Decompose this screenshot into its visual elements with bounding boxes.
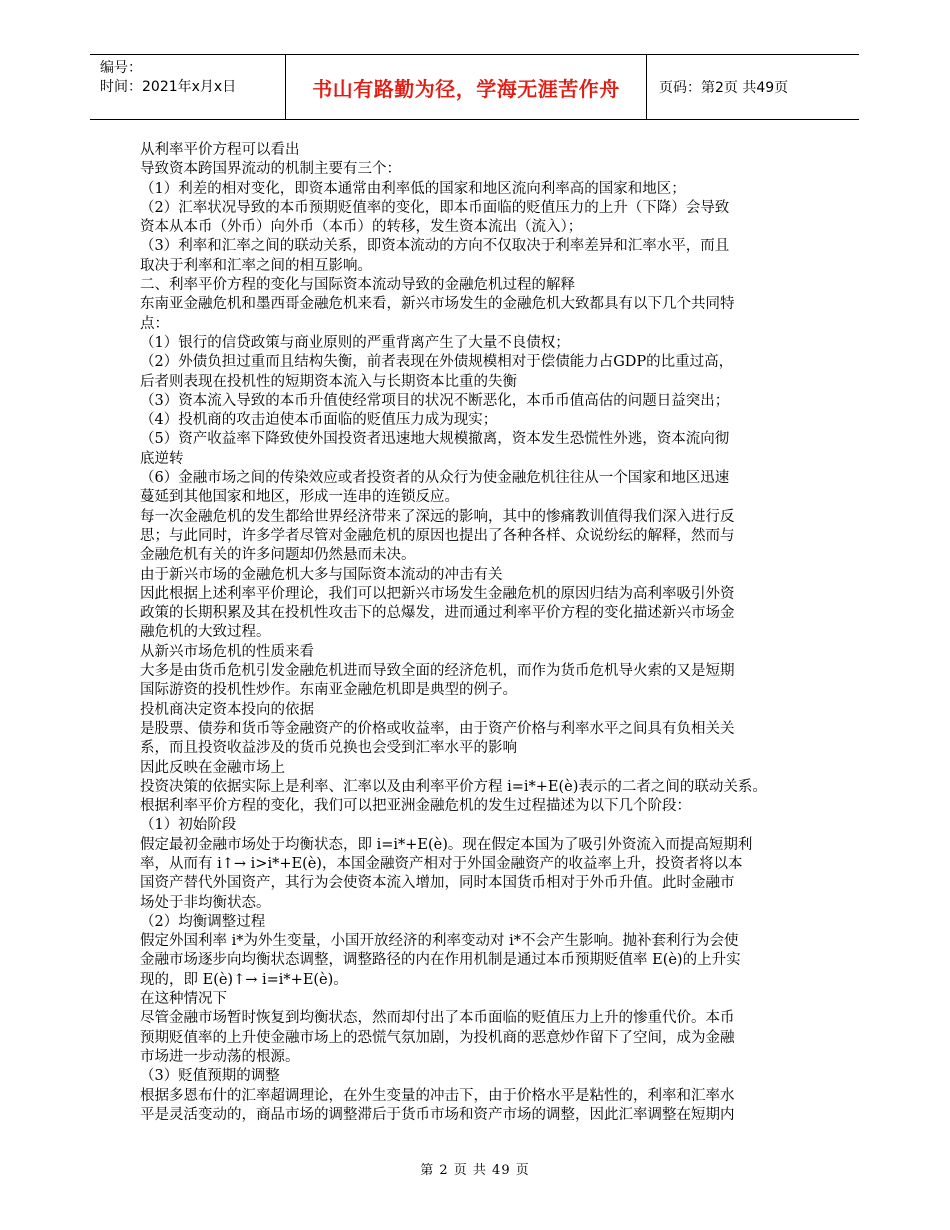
body-line: 后者则表现在投机性的短期资本流入与长期资本比重的失衡 [140,373,517,390]
body-line: 因此根据上述利率平价理论，我们可以把新兴市场发生金融危机的原因归结为高利率吸引外资 [140,585,735,602]
body-line: 底逆转 [140,450,184,467]
body-line: 系，而且投资收益涉及的货币兑换也会受到汇率水平的影响 [140,740,517,757]
body-line: 融危机的大致过程。 [140,624,271,641]
header-motto-cell [285,55,647,119]
body-line: 思；与此同时，许多学者尽管对金融危机的原因也提出了各种各样、众说纷纭的解释，然而与 [140,527,735,544]
body-line: （3）资本流入导致的本币升值使经常项目的状况不断恶化，本币币值高估的问题日益突出； [140,392,730,409]
page-header [90,54,859,120]
body-line: 每一次金融危机的发生都给世界经济带来了深远的影响，其中的惨痛教训值得我们深入进行反 [140,508,735,525]
body-line: 国际游资的投机性炒作。东南亚金融危机即是典型的例子。 [140,682,517,699]
body-line: （4）投机商的攻击迫使本币面临的贬值压力成为现实； [140,412,498,429]
body-line: 预期贬值率的上升使金融市场上的恐慌气氛加剧，为投机商的恶意炒作留下了空间，成为金融 [140,1029,735,1046]
body-line: 金融市场逐步向均衡状态调整，调整路径的内在作用机制是通过本币预期贬值率 E(è)的上升实 [140,952,741,969]
body-line: 从利率平价方程可以看出 [140,142,300,158]
body-line: （5）资产收益率下降致使外国投资者迅速地大规模撤离，资本发生恐慌性外逃，资本流向彻 [140,431,730,448]
body-line: （1）初始阶段 [140,817,237,834]
body-line: （1）利差的相对变化，即资本通常由利率低的国家和地区流向利率高的国家和地区； [140,180,686,197]
body-line: 在这种情况下 [140,991,227,1008]
body-line: 资本从本币（外币）向外币（本币）的转移，发生资本流出（流入）； [140,219,583,236]
body-line: （2）外债负担过重而且结构失衡，前者表现在外债规模相对于偿债能力占GDP的比重过高， [140,354,734,371]
body-line: 蔓延到其他国家和地区，形成一连串的连锁反应。 [140,489,459,506]
body-line: 平是灵活变动的，商品市场的调整滞后于货币市场和资产市场的调整，因此汇率调整在短期内 [140,1106,735,1123]
body-line: 点： [140,315,169,332]
header-page-cell [647,55,859,119]
body-line: 由于新兴市场的金融危机大多与国际资本流动的冲击有关 [140,566,503,583]
body-line: 政策的长期积累及其在投机性攻击下的总爆发，进而通过利率平价方程的变化描述新兴市场金 [140,605,735,622]
body-line: （3）利率和汇率之间的联动关系，即资本流动的方向不仅取决于利率差异和汇率水平，而且 [140,238,730,255]
body-line: （2）汇率状况导致的本币预期贬值率的变化，即本币面临的贬值压力的上升（下降）会导致 [140,199,730,216]
motto-text: 书山有路勤为径，学海无涯苦作舟 [312,76,620,101]
body-line: 根据利率平价方程的变化，我们可以把亚洲金融危机的发生过程描述为以下几个阶段： [140,798,691,815]
body-line: 尽管金融市场暂时恢复到均衡状态，然而却付出了本币面临的贬值压力上升的惨重代价。本币 [140,1010,735,1027]
body-line: 投资决策的依据实际上是利率、汇率以及由利率平价方程 i=i*+E(è)表示的二者之间的联动关系。 [140,778,767,795]
body-line: 金融危机有关的许多问题却仍然悬而未决。 [140,547,416,564]
body-line: 根据多恩布什的汇率超调理论，在外生变量的冲击下，由于价格水平是粘性的，利率和汇率水 [140,1087,735,1104]
time-label: 时间：2021年x月x日 [100,79,237,95]
body-line: （2）均衡调整过程 [140,913,266,930]
body-line: （3）贬值预期的调整 [140,1068,280,1085]
body-line: （1）银行的信贷政策与商业原则的严重背离产生了大量不良债权； [140,334,570,351]
body-line: 取决于利率和汇率之间的相互影响。 [140,257,372,274]
body-line: 从新兴市场危机的性质来看 [140,643,314,660]
body-line: 场处于非均衡状态。 [140,894,271,911]
body-line: （6）金融市场之间的传染效应或者投资者的从众行为使金融危机往往从一个国家和地区迅速 [140,470,730,487]
body-line: 二、利率平价方程的变化与国际资本流动导致的金融危机过程的解释 [140,277,575,294]
body-line: 假定最初金融市场处于均衡状态，即 i=i*+E(è)。现在假定本国为了吸引外资流入而提高短期利 [140,836,753,853]
body-line: 假定外国利率 i*为外生变量，小国开放经济的利率变动对 i*不会产生影响。抛补套利行为会使 [140,933,739,950]
body-line: 投机商决定资本投向的依据 [140,701,314,718]
page-footer: 第 2 页 共 49 页 [420,1163,530,1178]
body-line: 东南亚金融危机和墨西哥金融危机来看，新兴市场发生的金融危机大致都具有以下几个共同特 [140,296,735,313]
body-line: 率，从而有 i↑→ i>i*+E(è)，本国金融资产相对于外国金融资产的收益率上升，投资者将以本 [140,855,743,872]
body-line: 因此反映在金融市场上 [140,759,285,776]
body-line: 是股票、债券和货币等金融资产的价格或收益率，由于资产价格与利率水平之间具有负相关关 [140,720,735,737]
header-meta-cell [90,55,285,119]
body-line: 国资产替代外国资产，其行为会使资本流入增加，同时本国货币相对于外币升值。此时金融市 [140,875,735,892]
page-info: 页码：第2页 共49页 [659,80,789,96]
number-label: 编号： [100,60,142,76]
body-line: 市场进一步动荡的根源。 [140,1048,300,1065]
body-line: 现的，即 E(è)↑→ i=i*+E(è)。 [140,971,348,988]
body-line: 导致资本跨国界流动的机制主要有三个： [140,161,401,178]
body-line: 大多是由货币危机引发金融危机进而导致全面的经济危机，而作为货币危机导火索的又是短期 [140,663,735,680]
document-body [140,141,812,1125]
